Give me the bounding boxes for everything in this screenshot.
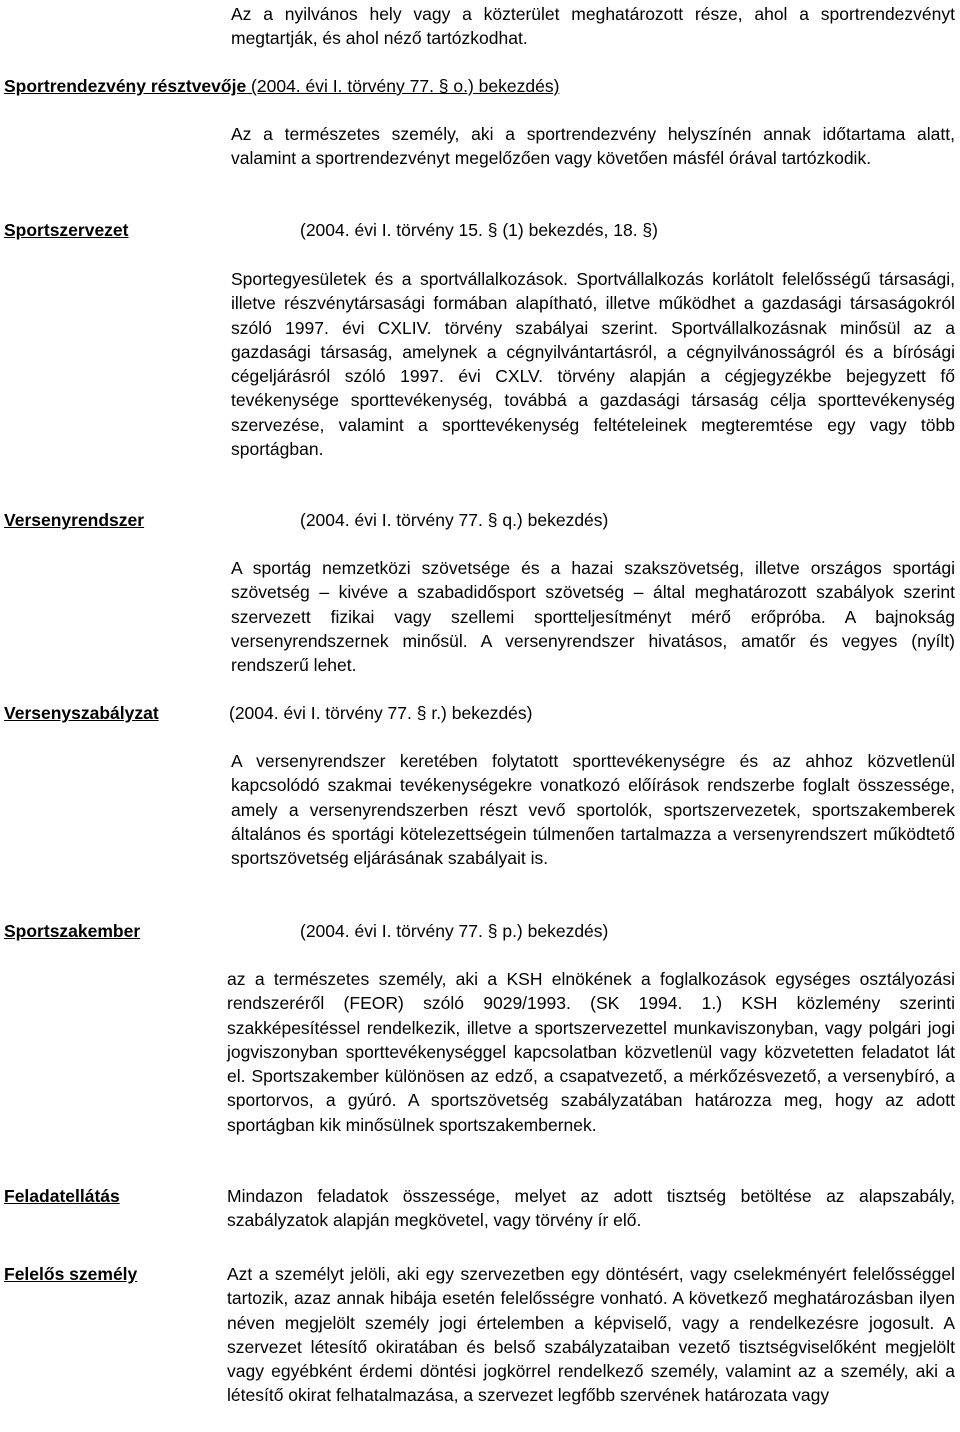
term-resztvevo: Sportrendezvény résztvevője (4, 76, 247, 96)
definition-resztvevo: Az a természetes személy, aki a sportrendezvény helyszínén annak időtartama alatt, valamint a sportrendezvényt megelőzően vagy követően másfél órával tartózkodik. (231, 124, 955, 169)
definition-sportszakember: az a természetes személy, aki a KSH elnökének a foglalkozások egységes osztályozási rendszeréről (FEOR) szóló 9029/1993. (SK 1994. 1.) KSH közlemény szerinti szakképesítéssel rendelkezik, illetve a sportszervezettel munkaviszonyban, vagy polgári jogi jogviszonyban sporttevékenységgel kapcsolatban közvetlenül vagy közvetetten feladatot lát el. Sportszakember különösen az edző, a csapatvezető, a mérkőzésvezető, a versenybíró, a sportorvos, a gyúró. A sportszövetség szabályzatában határozza meg, hogy az adott sportágban kik minősülnek sportszakembernek. (227, 969, 955, 1135)
term-sportszervezet: Sportszervezet (4, 220, 129, 240)
term-versenyrendszer: Versenyrendszer (4, 510, 145, 530)
term-feladatellatas: Feladatellátás (4, 1186, 120, 1206)
definition-feladatellatas: Mindazon feladatok összessége, melyet az adott tisztség betöltése az alapszabály, szabályzatok alapján megkövetel, vagy törvény ír elő. (227, 1186, 955, 1231)
term-heading-resztvevo (4, 74, 559, 98)
term-sportszakember: Sportszakember (4, 921, 141, 941)
reference-resztvevo: (2004. évi I. törvény 77. § o.) bekezdés) (246, 76, 560, 96)
reference-versenyszabalyzat: (2004. évi I. törvény 77. § r.) bekezdés) (229, 703, 533, 723)
definition-versenyszabalyzat: A versenyrendszer keretében folytatott sporttevékenységre és az ahhoz közvetlenül kapcsolódó szakmai tevékenységekre vonatkozó előírások rendszerbe foglalt összessége, amely a versenyrendszerben részt vevő sportolók, sportszervezetek, sportszakemberek általános és sportági kötelezettségein túlmenően tartalmazza a versenyrendszert működtető sportszövetség eljárásának szabályait is. (231, 751, 955, 869)
reference-sportszervezet: (2004. évi I. törvény 15. § (1) bekezdés, 18. §) (300, 220, 658, 240)
intro-paragraph: Az a nyilvános hely vagy a közterület meghatározott része, ahol a sportrendezvényt megtartják, és ahol néző tartózkodhat. (231, 4, 955, 49)
reference-sportszakember: (2004. évi I. törvény 77. § p.) bekezdés) (300, 921, 609, 941)
definition-sportszervezet: Sportegyesületek és a sportvállalkozások. Sportvállalkozás korlátolt felelősségű társasági, illetve részvénytársasági formában alapítható, illetve működhet a gazdasági társaságokról szóló 1997. évi CXLIV. törvény szabályai szerint. Sportvállalkozásnak minősül az a gazdasági társaság, amelynek a cégnyilvántartásról, a cégnyilvánosságról és a bírósági cégeljárásról szóló 1997. évi CXLV. törvény alapján a cégjegyzékbe bejegyzett fő tevékenysége sporttevékenység, továbbá a gazdasági társaság célja sporttevékenység szervezése, valamint a sporttevékenység feltételeinek megteremtése egy vagy több sportágban. (231, 269, 955, 460)
reference-versenyrendszer: (2004. évi I. törvény 77. § q.) bekezdés) (300, 510, 609, 530)
definition-felelos-szemely: Azt a személyt jelöli, aki egy szervezetben egy döntésért, vagy cselekményért felelősséggel tartozik, azaz annak hibája esetén felelősségre vonható. A következő meghatározásban ilyen néven megjelölt személy jogi értelemben a képviselő, vagy a rendelkezésre jogosult. A szervezet létesítő okiratában és belső szabályzataiban vezető tisztségviselőként megjelölt vagy egyébként érdemi döntési jogkörrel rendelkező személy, valamint az a személy, aki a létesítő okirat felhatalmazása, a szervezet legfőbb szervének határozata vagy (227, 1264, 955, 1406)
term-felelos-szemely: Felelős személy (4, 1264, 138, 1284)
definition-versenyrendszer: A sportág nemzetközi szövetsége és a hazai szakszövetség, illetve országos sportági szövetség – kivéve a szabadidősport szövetség – által meghatározott szabályok szerint szervezett fizikai vagy szellemi sportteljesítményt mérő erőpróba. A bajnokság versenyrendszernek minősül. A versenyrendszer hivatásos, amatőr és vegyes (nyílt) rendszerű lehet. (231, 558, 955, 676)
term-versenyszabalyzat: Versenyszabályzat (4, 703, 159, 723)
